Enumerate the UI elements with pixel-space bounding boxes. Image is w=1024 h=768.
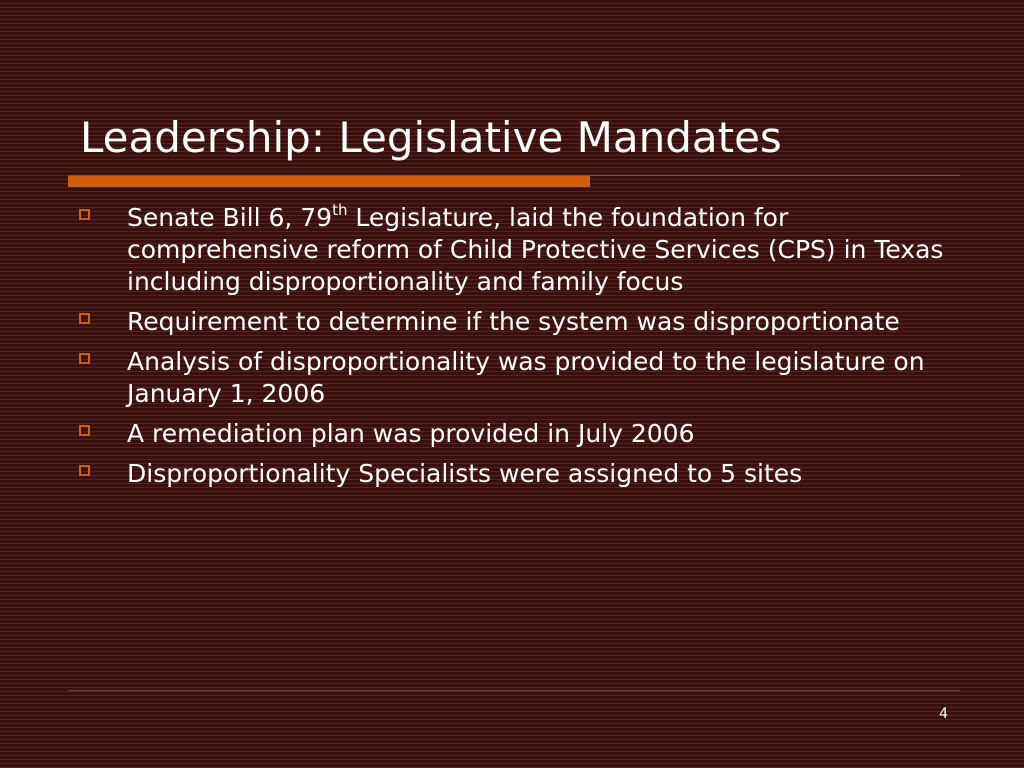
footer-divider-line <box>68 690 960 691</box>
bullet-item-analysis <box>76 346 966 410</box>
bullet-item-requirement <box>76 306 966 338</box>
ordinal-superscript: th <box>332 200 348 219</box>
hollow-square-bullet-icon <box>79 209 90 220</box>
bullet-text-pre: Senate Bill 6, 79 <box>127 203 333 232</box>
bullet-text: Disproportionality Specialists were assigned to 5 sites <box>127 459 803 488</box>
hollow-square-bullet-icon <box>79 353 90 364</box>
hollow-square-bullet-icon <box>79 465 90 476</box>
title-accent-bar <box>68 176 590 187</box>
slide-number: 4 <box>939 706 948 722</box>
bullet-item-senate-bill <box>76 202 966 298</box>
bullet-text: Requirement to determine if the system was disproportionate <box>127 307 900 336</box>
slide-title: Leadership: Legislative Mandates <box>80 113 782 162</box>
bullet-list <box>76 202 966 498</box>
bullet-text-post: Legislature, laid the foundation for comprehensive reform of Child Protective Services (CPS) in Texas including disproportionality and family focus <box>127 203 944 296</box>
bullet-text: Analysis of disproportionality was provided to the legislature on January 1, 2006 <box>127 347 925 408</box>
hollow-square-bullet-icon <box>79 425 90 436</box>
bullet-text: A remediation plan was provided in July 2006 <box>127 419 695 448</box>
bullet-item-specialists <box>76 458 966 490</box>
hollow-square-bullet-icon <box>79 313 90 324</box>
bullet-item-remediation-plan <box>76 418 966 450</box>
